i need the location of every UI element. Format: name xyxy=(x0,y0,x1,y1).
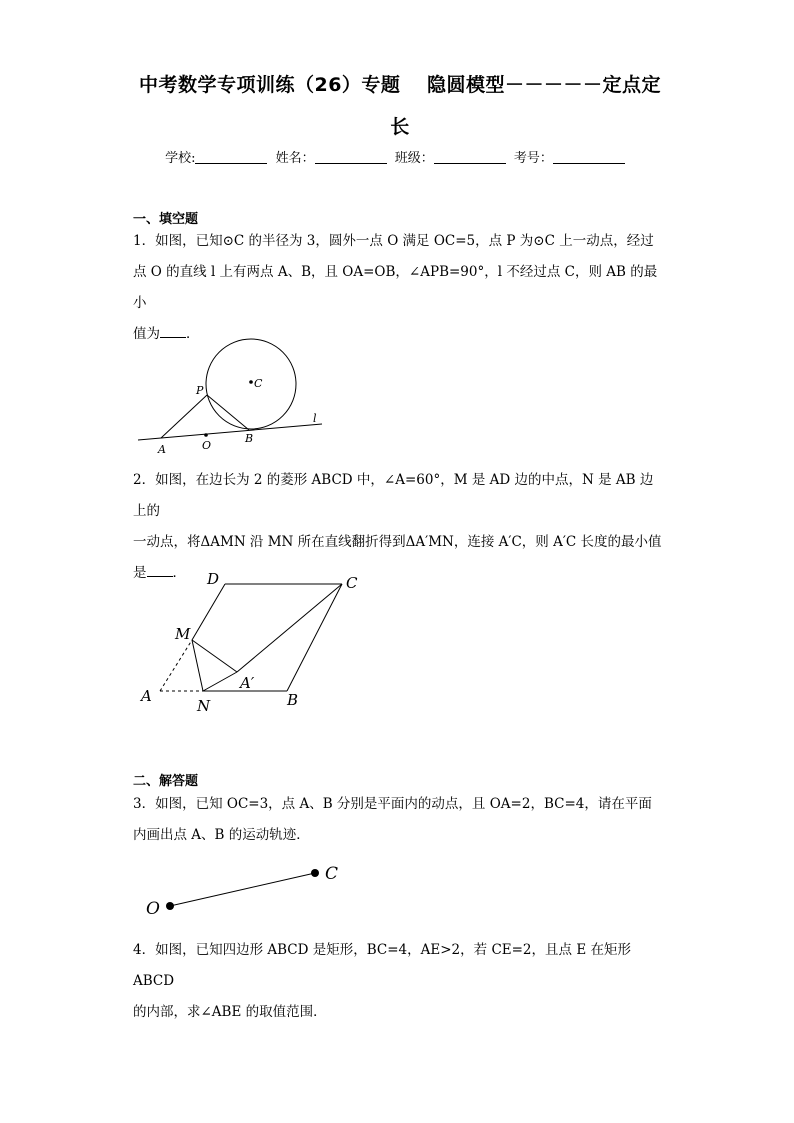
school-blank[interactable] xyxy=(195,151,267,164)
question-3-line2: 内画出点 A、B 的运动轨迹． xyxy=(133,827,310,843)
name-label: 姓名： xyxy=(275,151,315,166)
segment-na-prime xyxy=(203,672,237,691)
label-a: A xyxy=(141,687,152,705)
question-1-line3-end: ． xyxy=(186,326,200,342)
student-info-row xyxy=(0,147,794,166)
segment-oc xyxy=(170,873,315,906)
circle-c xyxy=(206,339,296,429)
name-blank[interactable] xyxy=(315,151,387,164)
label-m: M xyxy=(175,625,191,643)
side-dm xyxy=(192,584,225,640)
label-p: P xyxy=(196,384,204,397)
point-c-dot xyxy=(311,869,319,877)
label-c: C xyxy=(346,574,358,592)
center-c-dot xyxy=(249,380,253,384)
school-label: 学校: xyxy=(165,151,196,166)
figure-1-circle-diagram xyxy=(130,322,350,462)
point-o-dot xyxy=(204,433,208,437)
page-title-line1: 中考数学专项训练（26）专题 隐圆模型－－－－－定点定 xyxy=(138,74,662,96)
label-b: B xyxy=(287,691,299,709)
segment-ap xyxy=(161,395,207,438)
question-1-line1: 1．如图，已知⊙C 的半径为 3，圆外一点 O 满足 OC=5，点 P 为⊙C 上一动点，经过 xyxy=(133,233,654,249)
question-1-line2: 点 O 的直线 l 上有两点 A、B，且 OA=OB，∠APB=90°，l 不经过点 C，则 AB 的最小 xyxy=(133,264,658,311)
point-o-dot xyxy=(166,902,174,910)
label-l: l xyxy=(313,412,317,425)
section-heading-answer: 二、解答题 xyxy=(133,774,199,789)
segment-ma-prime xyxy=(192,640,237,672)
label-a: A xyxy=(158,443,166,456)
exam-number-label: 考号： xyxy=(513,151,553,166)
section-heading-fill-blank: 一、填空题 xyxy=(133,212,199,227)
label-n: N xyxy=(197,697,211,715)
question-4 xyxy=(133,935,663,1028)
question-3-line1: 3．如图，已知 OC=3，点 A、B 分别是平面内的动点，且 OA=2，BC=4，请在平面 xyxy=(133,796,652,812)
label-c: C xyxy=(325,864,339,884)
exam-number-blank[interactable] xyxy=(553,151,625,164)
question-2-line3: 是 xyxy=(133,565,147,581)
segment-mn xyxy=(192,640,203,691)
label-o: O xyxy=(202,439,212,452)
dashed-am xyxy=(160,640,192,691)
label-o: O xyxy=(146,899,160,919)
segment-pb xyxy=(207,395,249,430)
label-b: B xyxy=(245,432,254,445)
question-4-line1: 4．如图，已知四边形 ABCD 是矩形，BC=4，AE>2，若 CE=2，且点 E 在矩形 ABCD xyxy=(133,942,631,989)
question-4-line2: 的内部，求∠ABE 的取值范围． xyxy=(133,1004,327,1020)
figure-3-segment-oc xyxy=(140,860,350,920)
class-label: 班级： xyxy=(394,151,434,166)
label-c: C xyxy=(254,377,263,390)
segment-a-prime-c xyxy=(237,584,342,672)
label-d: D xyxy=(207,570,220,588)
class-blank[interactable] xyxy=(434,151,506,164)
question-3 xyxy=(133,789,663,851)
line-l xyxy=(138,424,322,440)
side-cb xyxy=(287,584,342,691)
label-a-prime: A′ xyxy=(240,674,255,692)
question-2-line1: 2．如图，在边长为 2 的菱形 ABCD 中，∠A=60°，M 是 AD 边的中点，N 是 AB 边上的 xyxy=(133,472,654,519)
question-1-line3: 值为 xyxy=(133,326,160,342)
page-title-line2: 长 xyxy=(390,116,410,138)
question-2-line2: 一动点，将ΔAMN 沿 MN 所在直线翻折得到ΔA′MN，连接 A′C，则 A′C 长度的最小值 xyxy=(133,534,662,550)
question-2-line3-end: ． xyxy=(172,565,186,581)
figure-2-rhombus-diagram xyxy=(130,565,380,715)
